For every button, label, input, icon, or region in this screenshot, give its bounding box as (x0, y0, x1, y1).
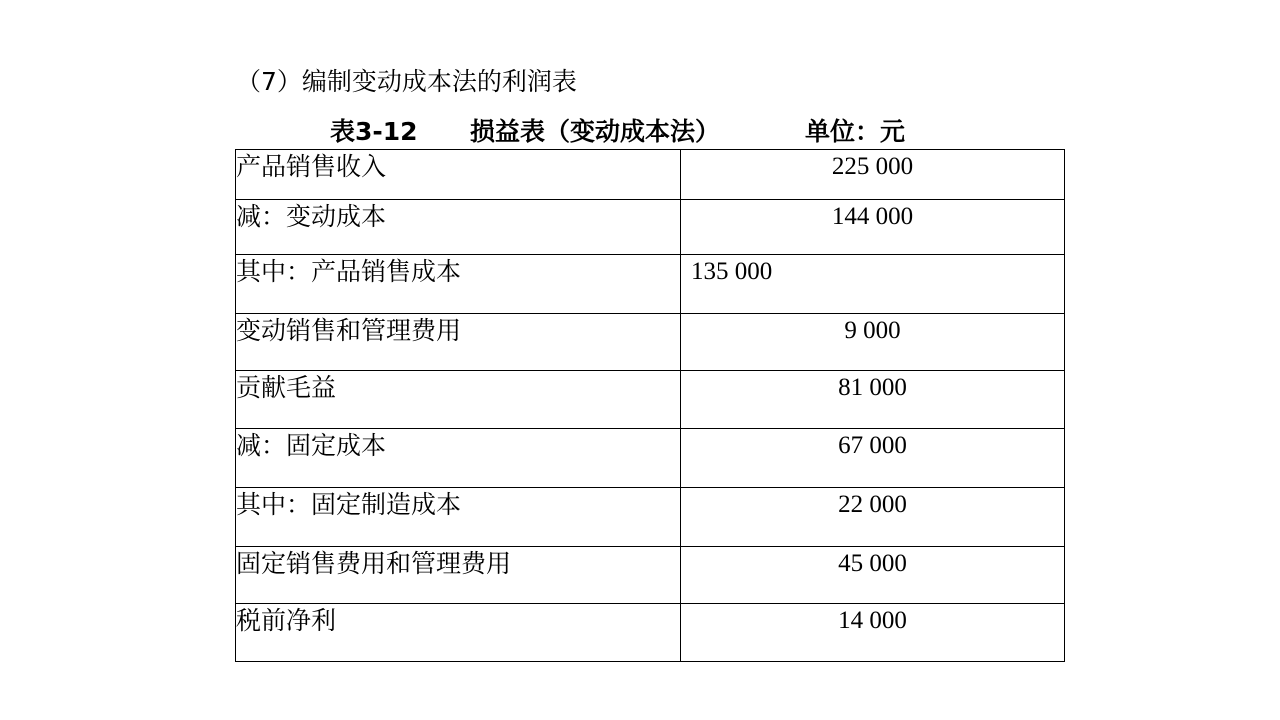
row-value: 225 000 (681, 150, 1065, 200)
row-value: 81 000 (681, 371, 1065, 429)
row-label: 减：变动成本 (236, 200, 681, 255)
table-row (236, 150, 1065, 200)
row-label: 减：固定成本 (236, 429, 681, 488)
row-value: 9 000 (681, 314, 1065, 371)
table-row (236, 429, 1065, 488)
row-label: 产品销售收入 (236, 150, 681, 200)
table-row (236, 371, 1065, 429)
table-number: 表3-12 (330, 117, 418, 146)
row-label: 固定销售费用和管理费用 (236, 547, 681, 604)
row-value: 45 000 (681, 547, 1065, 604)
row-label: 其中：产品销售成本 (236, 255, 681, 314)
table-row (236, 200, 1065, 255)
income-statement-table (235, 149, 1065, 662)
row-value: 22 000 (681, 488, 1065, 547)
row-value: 67 000 (681, 429, 1065, 488)
row-value: 14 000 (681, 604, 1065, 662)
row-label: 变动销售和管理费用 (236, 314, 681, 371)
table-row (236, 604, 1065, 662)
table-row (236, 488, 1065, 547)
row-value: 135 000 (681, 255, 1065, 314)
table-row (236, 547, 1065, 604)
section-heading: （7）编制变动成本法的利润表 (236, 67, 577, 96)
table-title: 损益表（变动成本法） (470, 117, 721, 146)
row-label: 其中：固定制造成本 (236, 488, 681, 547)
table-unit: 单位：元 (805, 117, 906, 146)
table-row (236, 314, 1065, 371)
row-label: 税前净利 (236, 604, 681, 662)
table-row (236, 255, 1065, 314)
row-label: 贡献毛益 (236, 371, 681, 429)
row-value: 144 000 (681, 200, 1065, 255)
